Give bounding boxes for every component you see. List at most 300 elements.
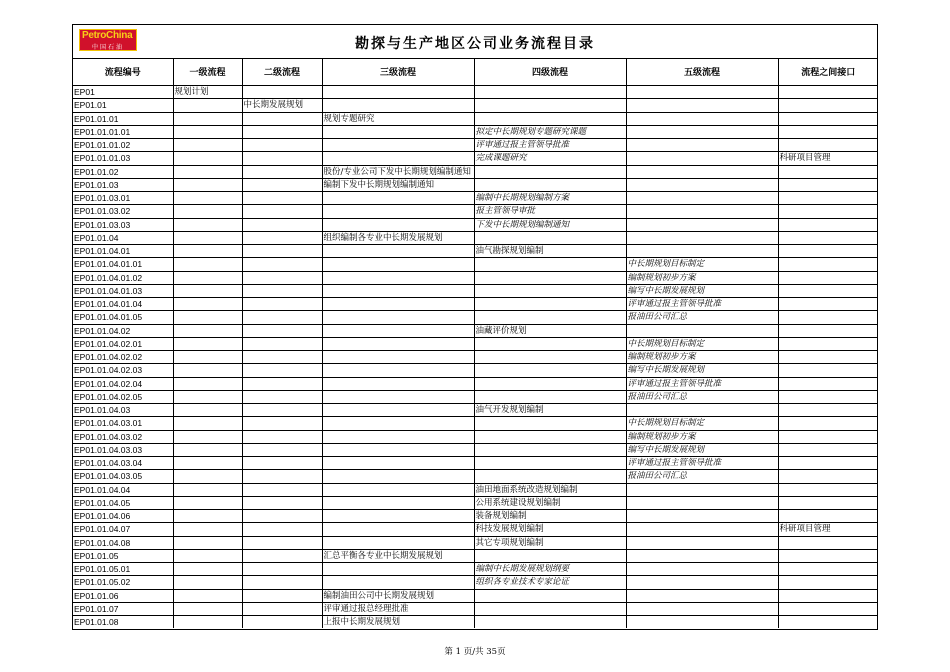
cell-level1 [173, 351, 242, 364]
header-level4: 四级流程 [474, 58, 626, 86]
cell-level5 [626, 218, 778, 231]
cell-level4 [474, 457, 626, 470]
process-table [73, 58, 878, 628]
cell-level1 [173, 364, 242, 377]
cell-level4 [474, 417, 626, 430]
cell-level2 [242, 430, 322, 443]
cell-interface [778, 192, 878, 205]
table-row [73, 616, 878, 629]
cell-level3: 评审通过报总经理批准 [322, 602, 474, 615]
cell-level4 [474, 337, 626, 350]
cell-code: EP01.01.04.02.04 [73, 377, 173, 390]
cell-level1 [173, 576, 242, 589]
cell-level1 [173, 430, 242, 443]
cell-interface [778, 245, 878, 258]
cell-level2 [242, 536, 322, 549]
cell-level4: 拟定中长期规划专题研究课题 [474, 125, 626, 138]
cell-interface [778, 390, 878, 403]
cell-level3: 组织编制各专业中长期发展规划 [322, 231, 474, 244]
cell-level1 [173, 443, 242, 456]
cell-level5 [626, 245, 778, 258]
cell-level4 [474, 284, 626, 297]
cell-level3 [322, 351, 474, 364]
cell-code: EP01.01.04.01.02 [73, 271, 173, 284]
cell-level4 [474, 178, 626, 191]
cell-level5 [626, 523, 778, 536]
cell-level3 [322, 536, 474, 549]
cell-code: EP01.01.04 [73, 231, 173, 244]
cell-level3 [322, 324, 474, 337]
cell-code: EP01.01.04.01.04 [73, 298, 173, 311]
header-level1: 一级流程 [173, 58, 242, 86]
cell-level5: 编写中长期发展规划 [626, 284, 778, 297]
cell-code: EP01.01.05 [73, 549, 173, 562]
cell-level5 [626, 549, 778, 562]
cell-level4 [474, 470, 626, 483]
table-row [73, 483, 878, 496]
cell-level3 [322, 298, 474, 311]
cell-level1 [173, 549, 242, 562]
cell-level5 [626, 152, 778, 165]
cell-level4 [474, 258, 626, 271]
cell-code: EP01.01.04.02.01 [73, 337, 173, 350]
cell-level4: 油田地面系统改造规划编制 [474, 483, 626, 496]
table-row [73, 324, 878, 337]
cell-level3 [322, 125, 474, 138]
cell-level2 [242, 231, 322, 244]
cell-level5 [626, 576, 778, 589]
cell-code: EP01.01.04.07 [73, 523, 173, 536]
cell-code: EP01.01.04.01.05 [73, 311, 173, 324]
cell-level5 [626, 616, 778, 629]
table-row [73, 536, 878, 549]
cell-level1 [173, 563, 242, 576]
table-row [73, 417, 878, 430]
cell-level2 [242, 470, 322, 483]
cell-level5 [626, 178, 778, 191]
cell-code: EP01.01.03.02 [73, 205, 173, 218]
table-row [73, 231, 878, 244]
cell-code: EP01.01.04.02.05 [73, 390, 173, 403]
cell-code: EP01.01.04.08 [73, 536, 173, 549]
table-row [73, 602, 878, 615]
cell-level3 [322, 457, 474, 470]
cell-level2 [242, 311, 322, 324]
cell-level4 [474, 271, 626, 284]
cell-level1 [173, 311, 242, 324]
cell-level3 [322, 271, 474, 284]
cell-interface [778, 563, 878, 576]
cell-level4 [474, 377, 626, 390]
cell-level2 [242, 483, 322, 496]
cell-level2 [242, 417, 322, 430]
table-row [73, 563, 878, 576]
cell-level4 [474, 602, 626, 615]
cell-level3 [322, 337, 474, 350]
cell-level3 [322, 99, 474, 112]
cell-code: EP01.01.03.03 [73, 218, 173, 231]
cell-interface [778, 178, 878, 191]
cell-level5: 报油田公司汇总 [626, 470, 778, 483]
table-row [73, 112, 878, 125]
cell-level3 [322, 311, 474, 324]
cell-level4 [474, 589, 626, 602]
table-row [73, 496, 878, 509]
cell-interface: 科研项目管理 [778, 523, 878, 536]
cell-level2 [242, 589, 322, 602]
cell-level3: 编制油田公司中长期发展规划 [322, 589, 474, 602]
cell-level4: 科技发展规划编制 [474, 523, 626, 536]
table-row [73, 443, 878, 456]
table-row [73, 298, 878, 311]
cell-code: EP01.01.04.02.03 [73, 364, 173, 377]
cell-level5 [626, 231, 778, 244]
header-interface: 流程之间接口 [778, 58, 878, 86]
cell-level4: 评审通过报主管领导批准 [474, 139, 626, 152]
cell-level3: 股份/专业公司下发中长期规划编制通知 [322, 165, 474, 178]
cell-level5 [626, 99, 778, 112]
cell-code: EP01.01.03 [73, 178, 173, 191]
table-row [73, 390, 878, 403]
cell-level3 [322, 576, 474, 589]
cell-code: EP01.01.05.02 [73, 576, 173, 589]
cell-level5 [626, 496, 778, 509]
table-row [73, 351, 878, 364]
header-code: 流程编号 [73, 58, 173, 86]
cell-level3 [322, 496, 474, 509]
cell-level3 [322, 483, 474, 496]
cell-level3 [322, 245, 474, 258]
cell-code: EP01.01.04.06 [73, 510, 173, 523]
cell-interface [778, 258, 878, 271]
cell-level4: 编制中长期发展规划纲要 [474, 563, 626, 576]
cell-code: EP01.01.01 [73, 112, 173, 125]
table-row [73, 152, 878, 165]
cell-level1 [173, 245, 242, 258]
cell-interface [778, 616, 878, 629]
cell-level1 [173, 192, 242, 205]
cell-code: EP01 [73, 86, 173, 99]
cell-level1 [173, 99, 242, 112]
cell-level1 [173, 337, 242, 350]
cell-code: EP01.01.04.01.01 [73, 258, 173, 271]
title-row [73, 25, 877, 59]
cell-level1 [173, 152, 242, 165]
cell-interface [778, 602, 878, 615]
cell-level5: 报油田公司汇总 [626, 390, 778, 403]
cell-level1 [173, 496, 242, 509]
cell-level3 [322, 218, 474, 231]
cell-level1 [173, 602, 242, 615]
cell-interface [778, 218, 878, 231]
cell-level1 [173, 616, 242, 629]
cell-level3 [322, 510, 474, 523]
table-row [73, 337, 878, 350]
cell-code: EP01.01.05.01 [73, 563, 173, 576]
cell-level2 [242, 271, 322, 284]
cell-level5 [626, 602, 778, 615]
table-row [73, 205, 878, 218]
cell-level2 [242, 125, 322, 138]
cell-level5: 编制规划初步方案 [626, 271, 778, 284]
cell-level5 [626, 536, 778, 549]
table-row [73, 99, 878, 112]
cell-interface [778, 496, 878, 509]
cell-level3 [322, 258, 474, 271]
cell-code: EP01.01 [73, 99, 173, 112]
table-row [73, 245, 878, 258]
cell-level3 [322, 390, 474, 403]
cell-level3 [322, 139, 474, 152]
cell-level1 [173, 324, 242, 337]
cell-interface [778, 99, 878, 112]
cell-level5 [626, 483, 778, 496]
cell-level2 [242, 165, 322, 178]
header-level3: 三级流程 [322, 58, 474, 86]
cell-level1 [173, 258, 242, 271]
cell-level2 [242, 86, 322, 99]
table-row [73, 576, 878, 589]
cell-level5: 评审通过报主管领导批准 [626, 457, 778, 470]
logo-brand: PetroChina [82, 30, 133, 41]
cell-level3 [322, 470, 474, 483]
cell-level4 [474, 86, 626, 99]
cell-level1 [173, 205, 242, 218]
cell-interface [778, 589, 878, 602]
cell-level5 [626, 324, 778, 337]
cell-level1 [173, 271, 242, 284]
cell-interface [778, 443, 878, 456]
cell-level1 [173, 298, 242, 311]
cell-level5 [626, 125, 778, 138]
cell-level3: 编制下发中长期规划编制通知 [322, 178, 474, 191]
header-level5: 五级流程 [626, 58, 778, 86]
cell-level1 [173, 218, 242, 231]
cell-interface [778, 125, 878, 138]
cell-level3 [322, 563, 474, 576]
cell-level3 [322, 443, 474, 456]
table-row [73, 139, 878, 152]
cell-interface [778, 536, 878, 549]
cell-level1 [173, 165, 242, 178]
cell-level2 [242, 364, 322, 377]
cell-level4 [474, 112, 626, 125]
cell-level5 [626, 112, 778, 125]
cell-code: EP01.01.02 [73, 165, 173, 178]
table-row [73, 258, 878, 271]
cell-level4: 报主管领导审批 [474, 205, 626, 218]
cell-level4: 完成课题研究 [474, 152, 626, 165]
cell-level4: 油气勘探规划编制 [474, 245, 626, 258]
cell-level5 [626, 563, 778, 576]
cell-level2 [242, 616, 322, 629]
cell-level5 [626, 86, 778, 99]
cell-level2 [242, 351, 322, 364]
cell-level3 [322, 284, 474, 297]
cell-interface [778, 576, 878, 589]
cell-level1 [173, 404, 242, 417]
header-row [73, 58, 878, 86]
cell-level2 [242, 298, 322, 311]
cell-level5 [626, 139, 778, 152]
page-footer: 第 1 页/共 35页 [444, 647, 506, 657]
cell-level4 [474, 616, 626, 629]
cell-level5: 编写中长期发展规划 [626, 364, 778, 377]
cell-level2 [242, 563, 322, 576]
table-row [73, 86, 878, 99]
cell-level2 [242, 218, 322, 231]
cell-level1 [173, 536, 242, 549]
cell-code: EP01.01.03.01 [73, 192, 173, 205]
table-row [73, 364, 878, 377]
cell-level2 [242, 324, 322, 337]
cell-level5: 报油田公司汇总 [626, 311, 778, 324]
cell-interface [778, 139, 878, 152]
cell-code: EP01.01.07 [73, 602, 173, 615]
cell-code: EP01.01.04.02.02 [73, 351, 173, 364]
cell-level2 [242, 496, 322, 509]
table-row [73, 377, 878, 390]
cell-level1 [173, 125, 242, 138]
cell-level4: 下发中长期规划编制通知 [474, 218, 626, 231]
cell-interface [778, 284, 878, 297]
cell-interface [778, 549, 878, 562]
cell-interface [778, 324, 878, 337]
table-row [73, 178, 878, 191]
cell-level1 [173, 510, 242, 523]
cell-level2 [242, 443, 322, 456]
cell-level4 [474, 99, 626, 112]
cell-interface [778, 364, 878, 377]
cell-interface [778, 470, 878, 483]
cell-interface [778, 86, 878, 99]
cell-interface [778, 231, 878, 244]
cell-level1 [173, 470, 242, 483]
table-row [73, 311, 878, 324]
table-row [73, 430, 878, 443]
cell-level2 [242, 510, 322, 523]
cell-level3 [322, 192, 474, 205]
cell-interface [778, 337, 878, 350]
cell-level5: 编制规划初步方案 [626, 351, 778, 364]
table-row [73, 589, 878, 602]
cell-level2 [242, 576, 322, 589]
cell-interface [778, 404, 878, 417]
cell-level1 [173, 112, 242, 125]
cell-interface [778, 351, 878, 364]
cell-level3: 规划专题研究 [322, 112, 474, 125]
cell-level2 [242, 404, 322, 417]
table-row [73, 284, 878, 297]
cell-level3 [322, 205, 474, 218]
cell-code: EP01.01.08 [73, 616, 173, 629]
cell-interface [778, 457, 878, 470]
cell-level2 [242, 337, 322, 350]
cell-level1 [173, 139, 242, 152]
cell-code: EP01.01.04.03.05 [73, 470, 173, 483]
cell-level1 [173, 231, 242, 244]
cell-level3 [322, 152, 474, 165]
cell-level4 [474, 231, 626, 244]
table-row [73, 165, 878, 178]
cell-level2 [242, 205, 322, 218]
cell-level4 [474, 443, 626, 456]
cell-level4: 装备规划编制 [474, 510, 626, 523]
cell-level4 [474, 298, 626, 311]
cell-level5 [626, 205, 778, 218]
cell-level4 [474, 430, 626, 443]
cell-level1 [173, 390, 242, 403]
cell-level1 [173, 417, 242, 430]
cell-code: EP01.01.06 [73, 589, 173, 602]
cell-level5: 中长期规划目标制定 [626, 258, 778, 271]
cell-level2 [242, 245, 322, 258]
cell-level2 [242, 390, 322, 403]
cell-interface: 科研项目管理 [778, 152, 878, 165]
cell-level4 [474, 364, 626, 377]
cell-level5 [626, 589, 778, 602]
cell-level2 [242, 258, 322, 271]
cell-level4: 油藏评价规划 [474, 324, 626, 337]
cell-level3: 上报中长期发展规划 [322, 616, 474, 629]
cell-level1 [173, 483, 242, 496]
page-title: 勘探与生产地区公司业务流程目录 [355, 36, 595, 52]
cell-level2 [242, 457, 322, 470]
cell-code: EP01.01.04.03 [73, 404, 173, 417]
cell-interface [778, 112, 878, 125]
cell-level5 [626, 192, 778, 205]
cell-level5: 编写中长期发展规划 [626, 443, 778, 456]
cell-level2 [242, 152, 322, 165]
cell-code: EP01.01.04.04 [73, 483, 173, 496]
cell-level1 [173, 457, 242, 470]
cell-level3 [322, 364, 474, 377]
cell-interface [778, 483, 878, 496]
cell-interface [778, 377, 878, 390]
cell-level2 [242, 178, 322, 191]
cell-level3 [322, 86, 474, 99]
cell-level3 [322, 430, 474, 443]
cell-level2 [242, 377, 322, 390]
table-row [73, 125, 878, 138]
cell-level1 [173, 589, 242, 602]
cell-level3: 汇总平衡各专业中长期发展规划 [322, 549, 474, 562]
table-row [73, 470, 878, 483]
cell-level5: 中长期规划目标制定 [626, 337, 778, 350]
cell-interface [778, 205, 878, 218]
cell-level2: 中长期发展规划 [242, 99, 322, 112]
cell-level4 [474, 549, 626, 562]
cell-code: EP01.01.04.03.04 [73, 457, 173, 470]
table-row [73, 271, 878, 284]
cell-code: EP01.01.04.02 [73, 324, 173, 337]
cell-level1: 规划计划 [173, 86, 242, 99]
cell-level2 [242, 523, 322, 536]
table-row [73, 549, 878, 562]
cell-level5 [626, 165, 778, 178]
cell-level3 [322, 417, 474, 430]
cell-code: EP01.01.04.01 [73, 245, 173, 258]
cell-level2 [242, 112, 322, 125]
cell-code: EP01.01.01.01 [73, 125, 173, 138]
cell-level4 [474, 390, 626, 403]
cell-level1 [173, 284, 242, 297]
cell-interface [778, 430, 878, 443]
cell-level5: 评审通过报主管领导批准 [626, 377, 778, 390]
cell-level4 [474, 311, 626, 324]
cell-level5: 中长期规划目标制定 [626, 417, 778, 430]
cell-level1 [173, 377, 242, 390]
